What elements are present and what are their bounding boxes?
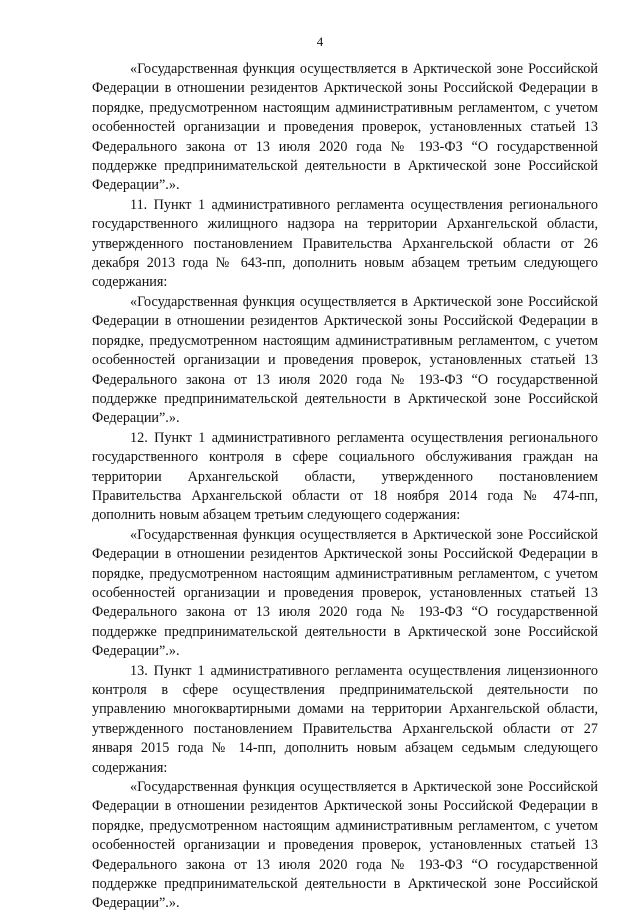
page-number: 4: [316, 34, 324, 49]
paragraph-quoted-amendment: «Государственная функция осуществляется в Арктической зоне Российской Федерации в отношении резидентов Арктической зоны Российской Федерации в порядке, предусмотренном настоящим административным регламентом, с учетом особенностей организации и проведения проверок, установленных статьей 13 Федерального закона от 13 июля 2020 года № 193-ФЗ “О государственной поддержке предпринимательской деятельности в Арктической зоне Российской Федерации”.».: [92, 61, 598, 194]
paragraph-quoted-amendment: «Государственная функция осуществляется в Арктической зоне Российской Федерации в отношении резидентов Арктической зоны Российской Федерации в порядке, предусмотренном настоящим административным регламентом, с учетом особенностей организации и проведения проверок, установленных статьей 13 Федерального закона от 13 июля 2020 года № 193-ФЗ “О государственной поддержке предпринимательской деятельности в Арктической зоне Российской Федерации”.».: [92, 526, 598, 660]
paragraph-item-13: 13. Пункт 1 административного регламента осуществления лицензионного контроля в сфере осуществления предпринимательской деятельности по управлению многоквартирными домами на территории Архангельской области, утвержденного постановлением Правительства Архангельской области от 27 января 2015 года № 14-пп, дополнить новым абзацем седьмым следующего содержания:: [92, 662, 598, 776]
paragraph-quoted-amendment: «Государственная функция осуществляется в Арктической зоне Российской Федерации в отношении резидентов Арктической зоны Российской Федерации в порядке, предусмотренном настоящим административным регламентом, с учетом особенностей организации и проведения проверок, установленных статьей 13 Федерального закона от 13 июля 2020 года № 193-ФЗ “О государственной поддержке предпринимательской деятельности в Арктической зоне Российской Федерации”.».: [92, 779, 598, 912]
paragraph-quoted-amendment: «Государственная функция осуществляется в Арктической зоне Российской Федерации в отношении резидентов Арктической зоны Российской Федерации в порядке, предусмотренном настоящим административным регламентом, с учетом особенностей организации и проведения проверок, установленных статьей 13 Федерального закона от 13 июля 2020 года № 193-ФЗ “О государственной поддержке предпринимательской деятельности в Арктической зоне Российской Федерации”.».: [92, 293, 598, 427]
paragraph-item-11: 11. Пункт 1 административного регламента осуществления регионального государственного жилищного надзора на территории Архангельской области, утвержденного постановлением Правительства Архангельской области от 26 декабря 2013 года № 643-пп, дополнить новым абзацем третьим следующего содержания:: [92, 196, 598, 291]
document-body: [92, 60, 598, 914]
paragraph-item-12: 12. Пункт 1 административного регламента осуществления регионального государственного контроля в сфере социального обслуживания граждан на территории Архангельской области, утвержденного постановлением Правительства Архангельской области от 18 ноября 2014 года № 474-пп, дополнить новым абзацем третьим следующего содержания:: [92, 429, 598, 524]
